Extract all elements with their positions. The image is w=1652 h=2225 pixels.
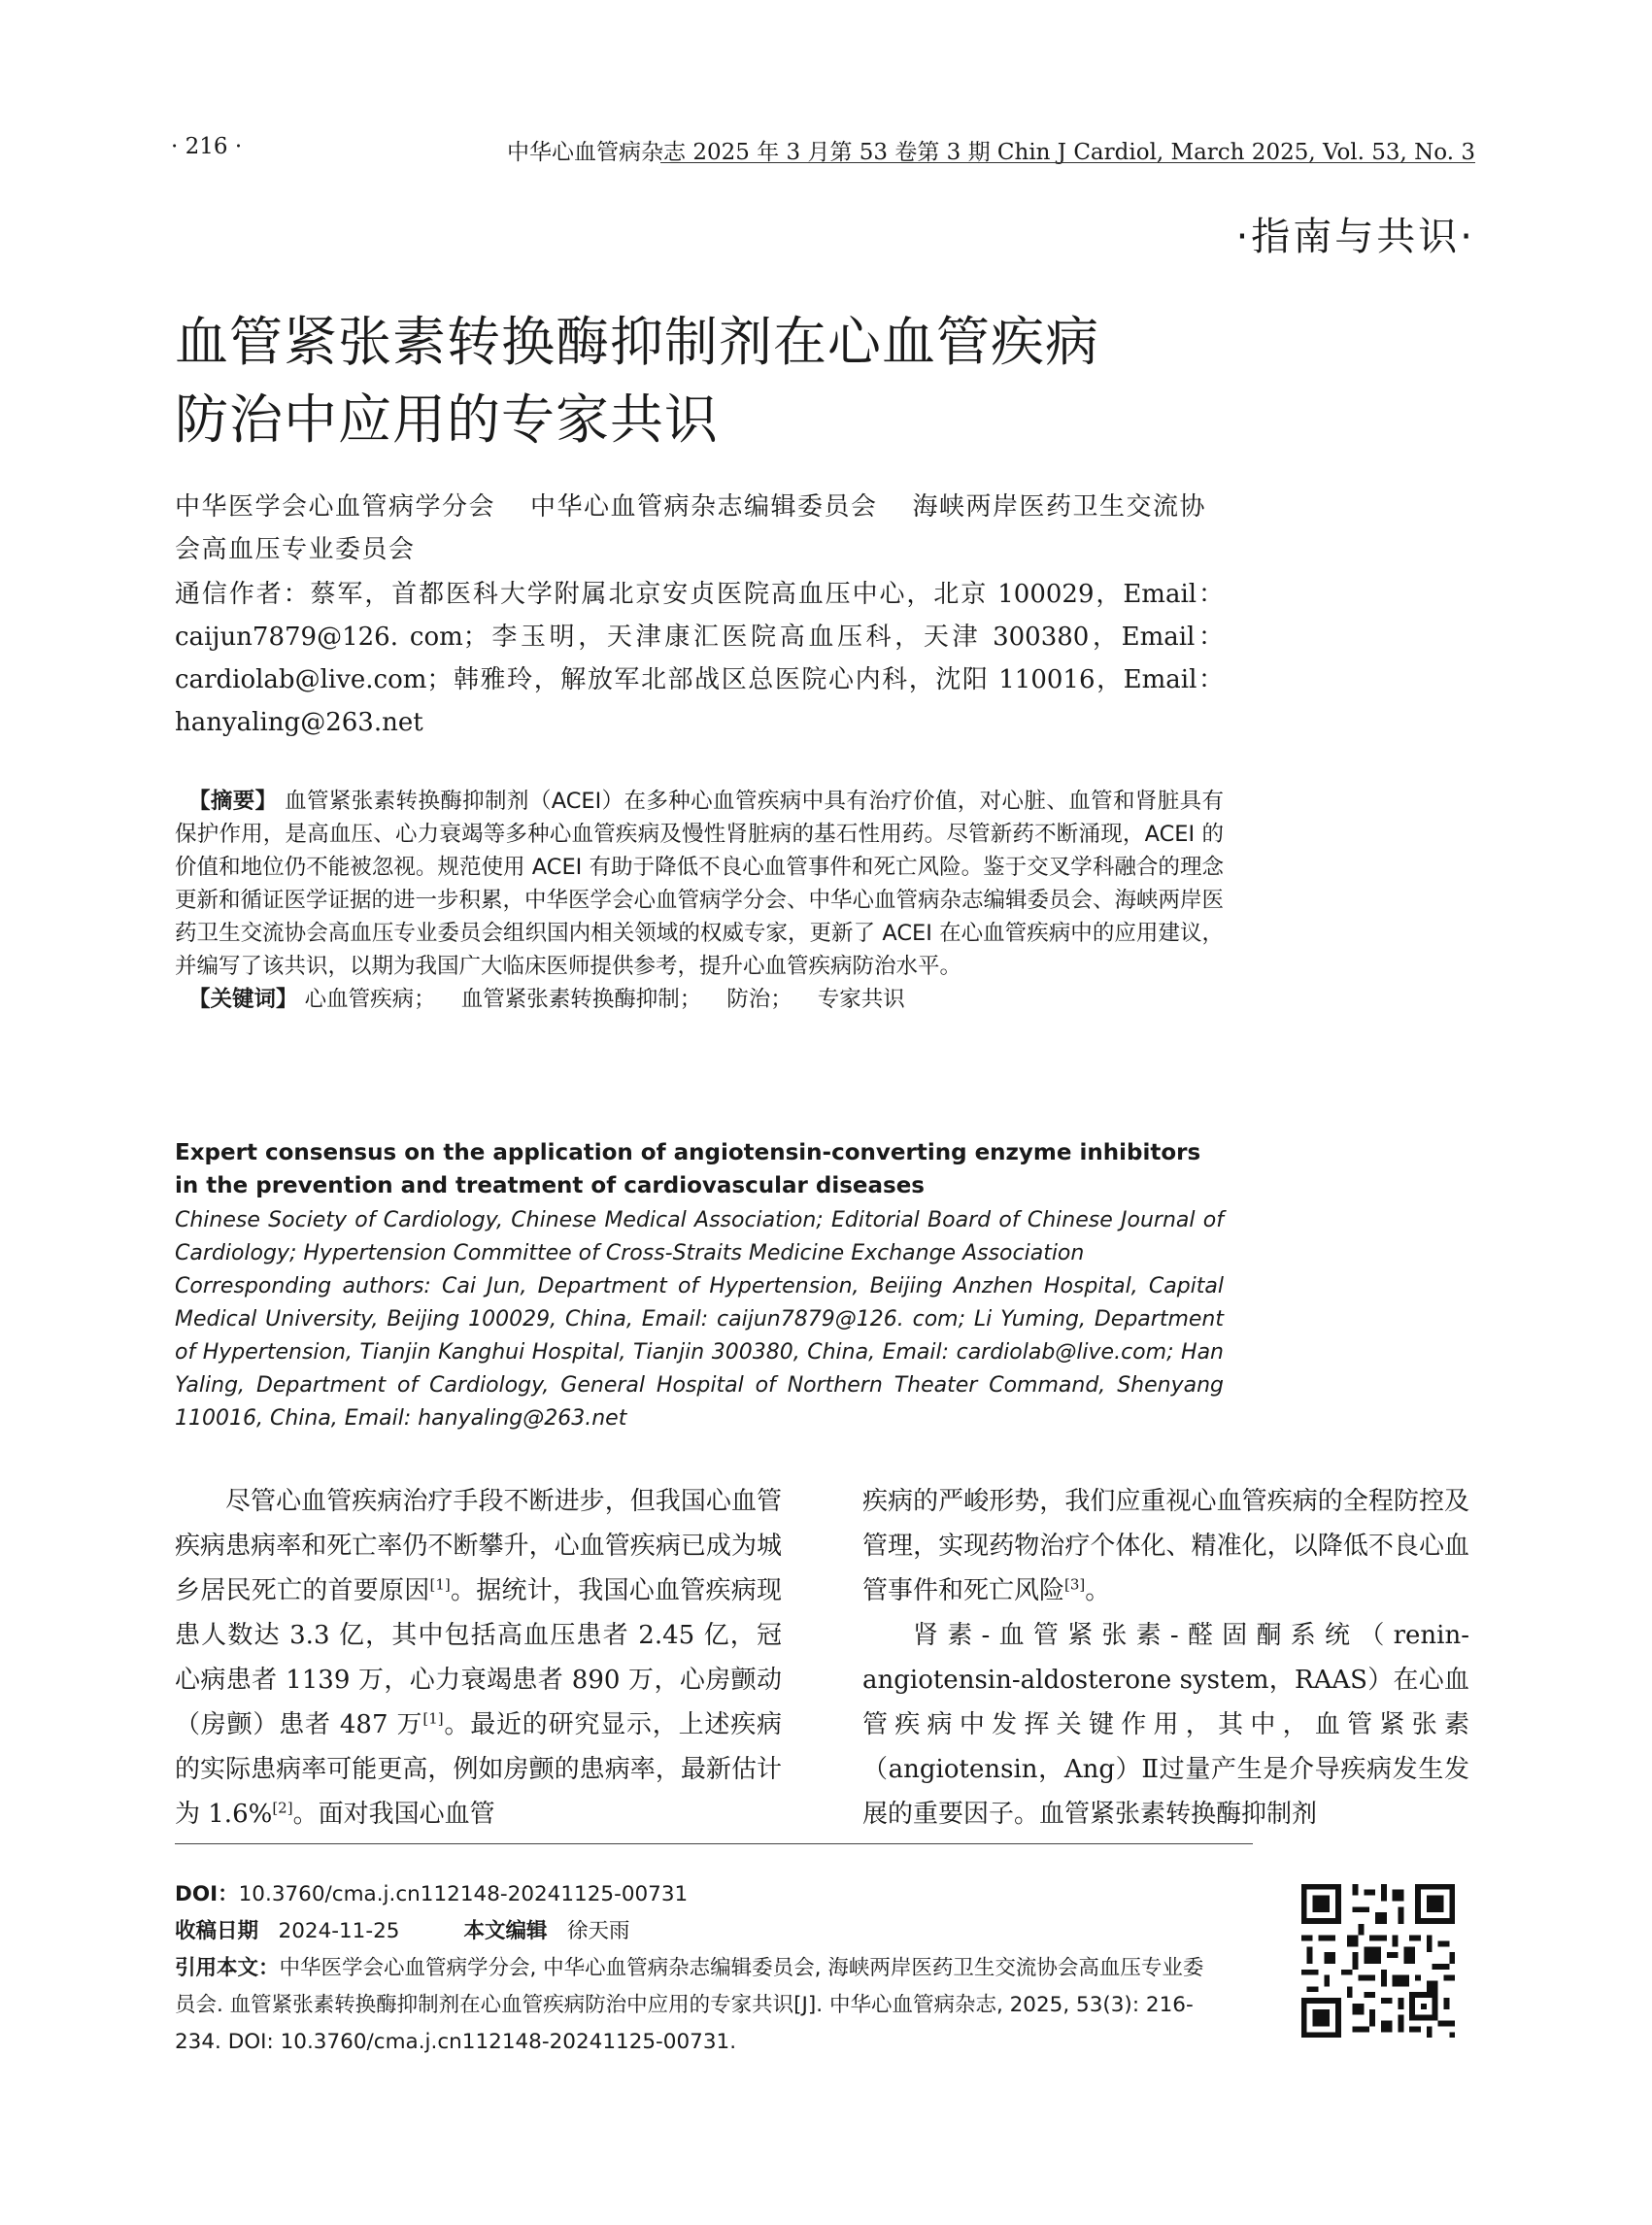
doi-label: DOI： bbox=[175, 1882, 239, 1906]
body-column-right bbox=[862, 1479, 1469, 1837]
journal-header: 中华心血管病杂志 2025 年 3 月第 53 卷第 3 期 Chin J Cardiol, March 2025, Vol. 53, No. 3 bbox=[507, 140, 1475, 165]
received-date: 2024-11-25 bbox=[278, 1919, 400, 1943]
body-paragraph: 尽管心血管疾病治疗手段不断进步，但我国心血管疾病患病率和死亡率仍不断攀升，心血管疾病已成为城乡居民死亡的首要原因[1]。据统计，我国心血管疾病现患人数达 3.3 亿，其中包括高血压患者 2.45 亿，冠心病患者 1139 万，心力衰竭患者 890 万，心房颤动（房颤）患者 487 万[1]。最近的研究显示，上述疾病的实际患病率可能更高，例如房颤的患病率，最新估计为 1.6%[2]。面对我国心血管 bbox=[175, 1487, 782, 1829]
keyword: 专家共识 bbox=[817, 987, 905, 1012]
doi-link[interactable]: 10.3760/cma.j.cn112148-20241125-00731 bbox=[238, 1882, 689, 1906]
citation: [1] bbox=[429, 1575, 451, 1594]
editor-name: 徐天雨 bbox=[567, 1919, 630, 1943]
article-footer bbox=[175, 1876, 1263, 2061]
english-title: Expert consensus on the application of angiotensin-converting enzyme inhibitors in the prevention and treatment of cardiovascular diseases bbox=[175, 1140, 1201, 1198]
english-affiliation: Chinese Society of Cardiology, Chinese Medical Association; Editorial Board of Chinese Journal of Cardiology; Hypertension Committee of Cross-Straits Medicine Exchange Association bbox=[175, 1208, 1224, 1265]
qr-code-icon bbox=[1296, 1878, 1461, 2043]
doi-line bbox=[175, 1876, 1263, 1913]
title-line-2: 防治中应用的专家共识 bbox=[175, 388, 720, 451]
title-line-1: 血管紧张素转换酶抑制剂在心血管疾病 bbox=[175, 311, 1100, 373]
page-number: · 216 · bbox=[171, 134, 243, 159]
abstract-label: 【摘要】 bbox=[188, 789, 278, 814]
citation: [2] bbox=[272, 1799, 293, 1817]
body-paragraph: 疾病的严峻形势，我们应重视心血管疾病的全程防控及管理，实现药物治疗个体化、精准化，以降低不良心血管事件和死亡风险[3]。 bbox=[862, 1487, 1469, 1605]
citation-text: 中华医学会心血管病学分会, 中华心血管病杂志编辑委员会, 海峡两岸医药卫生交流协会高血压专业委员会. 血管紧张素转换酶抑制剂在心血管疾病防治中应用的专家共识[J]. 中华心血管病杂志, 2025, 53(3): 216-234. DOI: 10.3760/cma.j.cn112148-20241125-00731. bbox=[175, 1956, 1204, 2054]
author-organizations bbox=[175, 486, 1224, 571]
keywords bbox=[175, 983, 1224, 1016]
author-org-1: 中华医学会心血管病学分会 bbox=[175, 492, 496, 522]
citation: [3] bbox=[1064, 1575, 1086, 1594]
body-column-left bbox=[175, 1479, 782, 1837]
citation: [1] bbox=[422, 1709, 444, 1728]
abstract-text: 血管紧张素转换酶抑制剂（ACEI）在多种心血管疾病中具有治疗价值，对心脏、血管和肾脏具有保护作用，是高血压、心力衰竭等多种心血管疾病及慢性肾脏病的基石性用药。尽管新药不断涌现，ACEI 的价值和地位仍不能被忽视。规范使用 ACEI 有助于降低不良心血管事件和死亡风险。鉴于交叉学科融合的理念更新和循证医学证据的进一步积累，中华医学会心血管病学分会、中华心血管病杂志编辑委员会、海峡两岸医药卫生交流协会高血压专业委员会组织国内相关领域的权威专家，更新了 ACEI 在心血管疾病中的应用建议，并编写了该共识，以期为我国广大临床医师提供参考，提升心血管疾病防治水平。 bbox=[175, 789, 1225, 979]
article-title bbox=[175, 303, 1243, 458]
keywords-label: 【关键词】 bbox=[188, 987, 298, 1012]
english-authors bbox=[175, 1204, 1224, 1435]
author-org-2: 中华心血管病杂志编辑委员会 bbox=[530, 492, 878, 522]
keyword: 心血管疾病； bbox=[304, 987, 436, 1012]
section-label: ·指南与共识· bbox=[1235, 215, 1475, 259]
keyword: 血管紧张素转换酶抑制； bbox=[460, 987, 702, 1012]
received-line: 收稿日期 2024-11-25 本文编辑 徐天雨 bbox=[175, 1919, 630, 1943]
keyword: 防治； bbox=[726, 987, 792, 1012]
footer-rule bbox=[175, 1843, 1253, 1844]
english-corresponding: Corresponding authors: Cai Jun, Department of Hypertension, Beijing Anzhen Hospital, Capital Medical University, Beijing 100029, China, Email: caijun7879@126. com; Li Yuming, Department of Hypertension, Tianjin Kanghui Hospital, Tianjin 300380, China, Email: cardiolab@live.com; Han Yaling, Department of Cardiology, General Hospital of Northern Theater Command, Shenyang 110016, China, Email: hanyaling@263.net bbox=[175, 1274, 1224, 1431]
header-rule bbox=[660, 162, 1475, 163]
body-paragraph: 肾素-血管紧张素-醛固酮系统（renin-angiotensin-aldosterone system，RAAS）在心血管疾病中发挥关键作用，其中，血管紧张素（angiotensin，Ang）Ⅱ过量产生是介导疾病发生发展的重要因子。血管紧张素转换酶抑制剂 bbox=[862, 1621, 1469, 1829]
abstract-paragraph bbox=[175, 785, 1224, 983]
corresponding-authors: 通信作者：蔡军，首都医科大学附属北京安贞医院高血压中心，北京 100029，Email：caijun7879@126. com；李玉明，天津康汇医院高血压科，天津 300380，Email：cardiolab@live.com；韩雅玲，解放军北部战区总医院心内科，沈阳 110016，Email：hanyaling@263.net bbox=[175, 580, 1224, 737]
abstract bbox=[175, 785, 1224, 1016]
author-org-3: 海峡两岸医药卫生交流协会高血压专业委员会 bbox=[175, 492, 1207, 564]
citation-line: 引用本文：中华医学会心血管病学分会, 中华心血管病杂志编辑委员会, 海峡两岸医药卫生交流协会高血压专业委员会. 血管紧张素转换酶抑制剂在心血管疾病防治中应用的专家共识[J]. 中华心血管病杂志, 2025, 53(3): 216-234. DOI: 10.3760/cma.j.cn112148-20241125-00731. bbox=[175, 1956, 1204, 2054]
